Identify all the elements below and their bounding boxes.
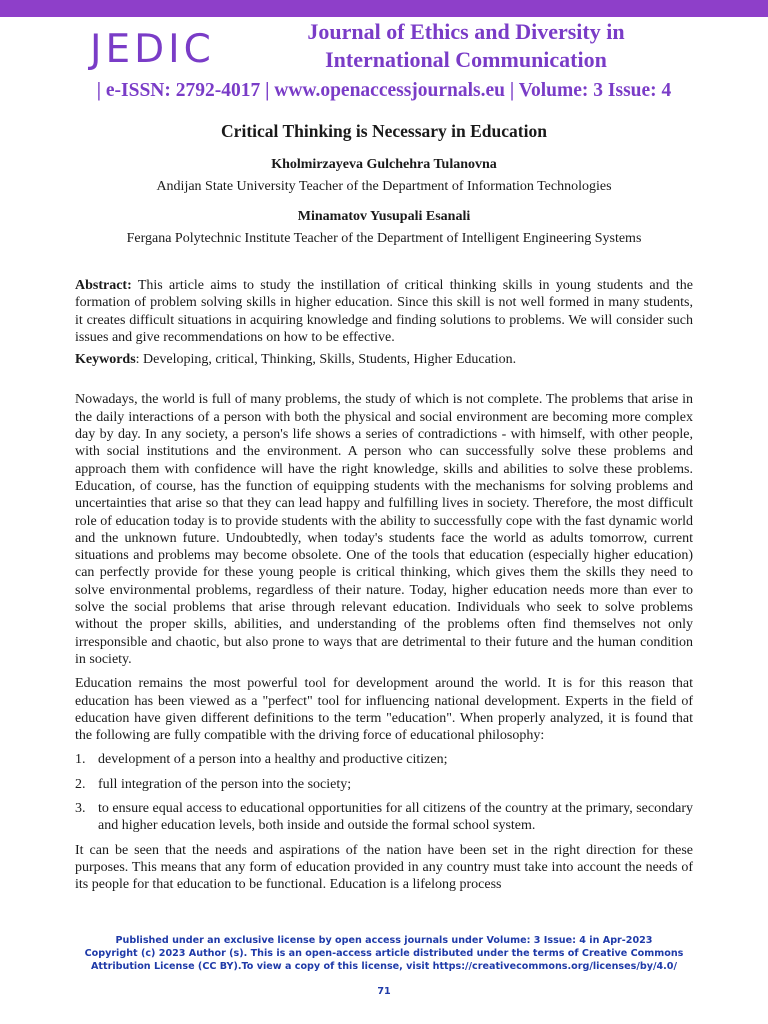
list-text: full integration of the person into the society; — [98, 776, 352, 792]
list-text: to ensure equal access to educational opportunities for all citizens of the country at the primary, secondary and higher education levels, both inside and outside the formal school system. — [98, 801, 693, 834]
list-item — [75, 751, 693, 768]
body-paragraph: Nowadays, the world is full of many problems, the study of which is not complete. The problems that arise in the daily interactions of a person with both the physical and social environment are becoming more complex day by day. In any society, a person's life shows a series of contradictions - with himself, with other people, with social institutions and the environment. A person who can successfully solve these problems and approach them with confidence will have the right knowledge, skills and abilities to solve these problems. Education, of course, has the function of equipping students with the mechanisms for solving problems and uncertainties that arise so that they can lead happy and fulfilling lives in society. Therefore, the most difficult role of education today is to provide students with the ability to successfully cope with the fast dynamic world and the unknown future. Undoubtedly, when today's students face the world as adults tomorrow, current situations and problems may become obsolete. One of the tools that education (especially higher education) can perfectly provide for these young people is critical thinking, which gives them the skills they need to solve environmental problems, regardless of their nature. Today, higher education needs more than ever to solve the social problems that arise through relevant education. Individuals who seek to solve problems without the proper skills, abilities, and understanding of the problems often find themselves not only irresponsible and chaotic, but also prone to ways that are detrimental to their future and the human condition in society. — [75, 392, 693, 667]
author-affiliation: Andijan State University Teacher of the Department of Information Technologies — [156, 179, 612, 194]
abstract-label: Abstract: — [75, 278, 132, 293]
list-item — [75, 776, 693, 793]
body-paragraph: It can be seen that the needs and aspirations of the nation have been set in the right direction for these purposes. This means that any form of education provided in any country must take into account the needs of its people for that education to be functional. Education is a lifelong process — [75, 842, 693, 893]
abstract-text: This article aims to study the instillation of critical thinking skills in young students and the formation of problem solving skills in higher education. Since this skill is not well formed in many students, it creates difficult situations in acquiring knowledge and finding solutions to problems. We will consider such issues and give recommendations on how to be effective. — [75, 278, 693, 345]
list-number: 1. — [75, 752, 86, 768]
author-affiliation: Fergana Polytechnic Institute Teacher of the Department of Intelligent Engineering Systems — [126, 231, 642, 246]
keywords-label: Keywords — [75, 352, 136, 368]
copyright-notice: Copyright (c) 2023 Author (s). This is an open-access article distributed under the terms of Creative Commons Attribution License (CC BY).To view a copy of this license, visit https://creativecommons.org/licenses/by/4.0/ — [84, 948, 684, 972]
body-paragraph: Education remains the most powerful tool for development around the world. It is for this reason that education has been viewed as a "perfect" tool for influencing national development. Experts in the field of education have given different definitions to the term "education". When properly analyzed, it is found that the following are fully compatible with the driving force of educational philosophy: — [75, 676, 693, 744]
list-number: 3. — [75, 801, 86, 817]
keywords-text: : Developing, critical, Thinking, Skills, Students, Higher Education. — [135, 352, 517, 368]
header-bar — [0, 0, 768, 17]
abstract — [75, 277, 693, 346]
article-body — [75, 277, 693, 901]
author-name: Kholmirzayeva Gulchehra Tulanovna — [271, 157, 497, 172]
numbered-list — [75, 751, 693, 834]
list-text: development of a person into a healthy and productive citizen; — [98, 752, 448, 768]
journal-title: Journal of Ethics and Diversity in International Communication — [307, 19, 625, 72]
journal-logo: JEDIC — [90, 27, 215, 72]
keywords — [75, 351, 693, 368]
list-number: 2. — [75, 776, 86, 792]
list-item — [75, 800, 693, 835]
author-name: Minamatov Yusupali Esanali — [297, 209, 471, 224]
publication-notice: Published under an exclusive license by open access journals under Volume: 3 Issue: 4 in Apr-2023 — [115, 935, 653, 946]
license-footer — [60, 934, 708, 973]
page-number: 71 — [377, 986, 391, 997]
issn-line: | e-ISSN: 2792-4017 | www.openaccessjournals.eu | Volume: 3 Issue: 4 — [96, 80, 672, 101]
paper-title: Critical Thinking is Necessary in Education — [221, 121, 547, 141]
